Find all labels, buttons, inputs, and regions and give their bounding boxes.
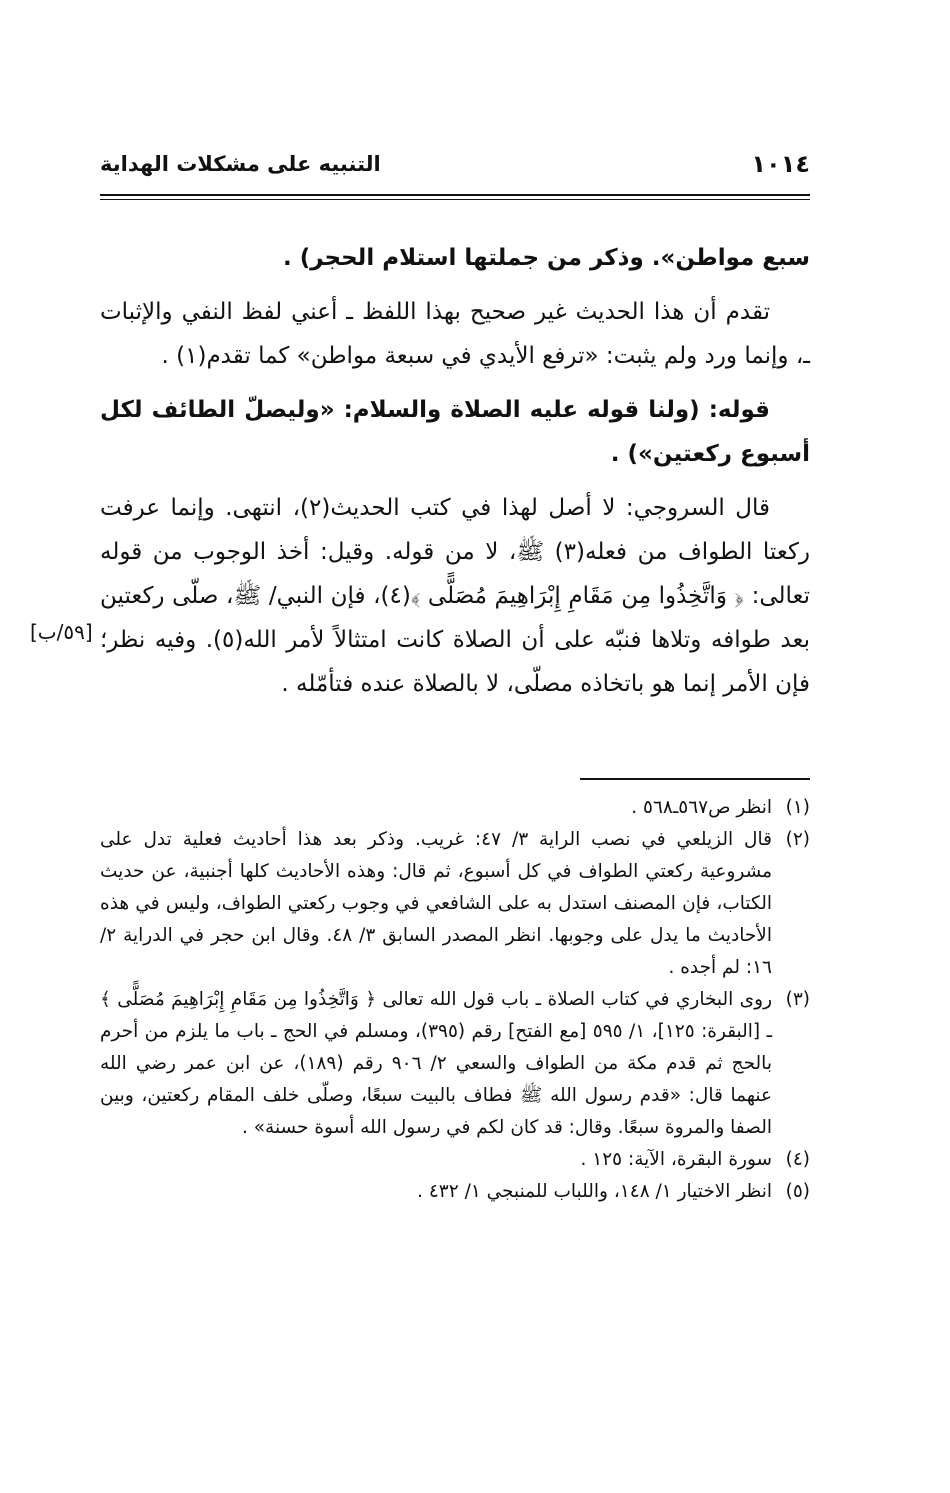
footnote xyxy=(100,1176,810,1208)
running-title: التنبيه على مشكلات الهداية xyxy=(100,152,381,176)
paragraph-2: تقدم أن هذا الحديث غير صحيح بهذا اللفظ ـ أعني لفظ النفي والإثبات ـ، وإنما ورد ولم يثبت: «ترفع الأيدي في سبعة مواطن» كما تقدم(١) . xyxy=(100,299,810,369)
footnote xyxy=(100,1144,810,1176)
footnote-text: روى البخاري في كتاب الصلاة ـ باب قول الله تعالى ﴿ وَاتَّخِذُوا مِن مَقَامِ إِبْرَاهِيمَ مُصَلًّى ﴾ ـ [البقرة: ١٢٥]، ١/ ٥٩٥ [مع الفتح] رقم (٣٩٥)، ومسلم في الحج ـ باب ما يلزم من أحرم بالحج ثم قدم مكة من الطواف والسعي ٢/ ٩٠٦ رقم (١٨٩)، عن ابن عمر رضي الله عنهما قال: «قدم رسول الله ﷺ فطاف بالبيت سبعًا، وصلّى خلف المقام ركعتين، وبين الصفا والمروة سبعًا. وقال: قد كان لكم في رسول الله أسوة حسنة» . xyxy=(100,989,772,1138)
paragraph-4: قال السروجي: لا أصل لهذا في كتب الحديث(٢)، انتهى. وإنما عرفت ركعتا الطواف من فعله(٣) ﷺ، لا من قوله. وقيل: أخذ الوجوب من قوله تعالى: ﴿ وَاتَّخِذُوا مِن مَقَامِ إِبْرَاهِيمَ مُصَلًّى ﴾(٤)، فإن النبي/ ﷺ، صلّى ركعتين بعد طوافه وتلاها فنبّه على أن الصلاة كانت امتثالاً لأمر الله(٥). وفيه نظر؛ فإن الأمر إنما هو باتخاذه مصلّى، لا بالصلاة عنده فتأمّله . xyxy=(100,495,811,697)
footnote-text: انظر الاختيار ١/ ١٤٨، واللباب للمنبجي ١/ ٤٣٢ . xyxy=(417,1181,772,1202)
main-text xyxy=(100,236,810,706)
footnote-text: قال الزيلعي في نصب الراية ٣/ ٤٧: غريب. وذكر بعد هذا أحاديث فعلية تدل على مشروعية ركعتي الطواف في كل أسبوع، ثم قال: وهذه الأحاديث كلها أجنبية، عن حديث الكتاب، فإن المصنف استدل به على الشافعي في وجوب ركعتي الطواف، وليس في هذه الأحاديث ما يدل على وجوبها. انظر المصدر السابق ٣/ ٤٨. وقال ابن حجر في الدراية ٢/ ١٦: لم أجده . xyxy=(100,829,772,978)
page-number: ١٠١٤ xyxy=(751,150,810,178)
footnote-text: انظر ص٥٦٧ـ٥٦٨ . xyxy=(631,797,772,818)
footnote-text: سورة البقرة، الآية: ١٢٥ . xyxy=(580,1149,772,1170)
footnote-number: (١) xyxy=(785,797,810,818)
footnote-number: (٣) xyxy=(785,989,810,1010)
footnote xyxy=(100,824,810,984)
footnotes xyxy=(100,792,810,1208)
footnote xyxy=(100,984,810,1144)
header-rule-thick xyxy=(100,194,810,196)
page-header xyxy=(100,150,810,180)
text-line-1: سبع مواطن». وذكر من جملتها استلام الحجر) . xyxy=(282,245,810,271)
margin-folio-note: [٥٩/ب] xyxy=(30,620,93,644)
footnote-separator xyxy=(580,778,810,780)
footnote-number: (٥) xyxy=(785,1181,810,1202)
footnote-number: (٤) xyxy=(785,1149,810,1170)
footnote xyxy=(100,792,810,824)
footnote-number: (٢) xyxy=(785,829,810,850)
header-rule-thin xyxy=(100,199,810,200)
paragraph-3-quote: قوله: (ولنا قوله عليه الصلاة والسلام: «وليصلّ الطائف لكل أسبوع ركعتين») . xyxy=(100,397,810,467)
